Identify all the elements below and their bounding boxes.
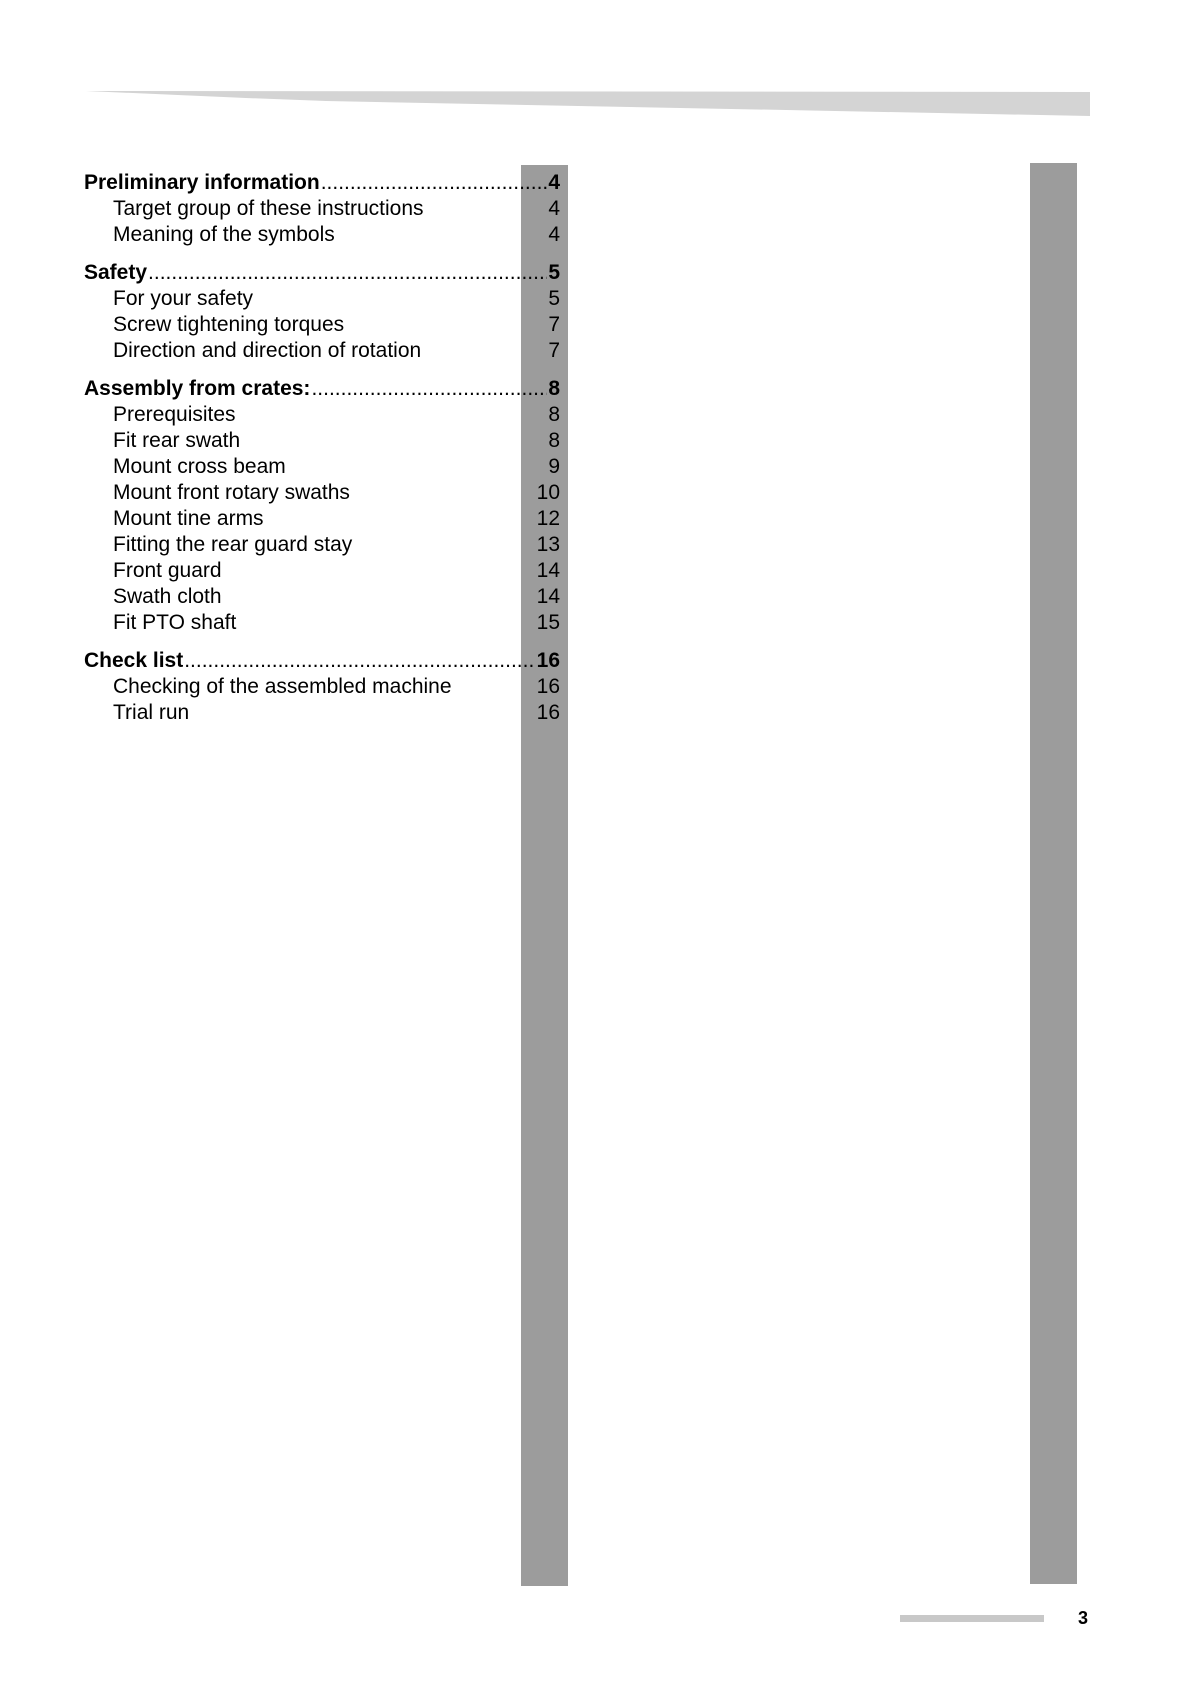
header-swoosh-decoration [86, 88, 1090, 116]
toc-heading-title: Check list [84, 649, 184, 672]
toc-section-preliminary-information [84, 170, 560, 248]
toc-entry-title: Fit rear swath [113, 429, 241, 452]
toc-entry-page: 13 [536, 533, 560, 556]
toc-entry[interactable] [84, 506, 560, 532]
toc-heading-title: Preliminary information [84, 171, 320, 194]
toc-entry-page: 9 [548, 455, 560, 478]
toc-entry-page: 4 [548, 197, 560, 220]
toc-section-check-list [84, 648, 560, 726]
toc-entry-page: 16 [536, 701, 560, 724]
toc-leader-dots [184, 648, 535, 674]
toc-entry-title: Screw tightening torques [113, 313, 345, 336]
toc-entry[interactable] [84, 402, 560, 428]
toc-entry-page: 14 [536, 559, 560, 582]
toc-leader-dots [311, 376, 547, 402]
page-number: 3 [1078, 1608, 1089, 1628]
toc-leader-dots [148, 260, 547, 286]
table-of-contents [84, 170, 560, 738]
toc-entry-page: 7 [548, 339, 560, 362]
toc-heading-page: 8 [548, 377, 560, 400]
toc-entry-page: 15 [536, 611, 560, 634]
toc-entry-title: Front guard [113, 559, 222, 582]
footer-decoration-bar [900, 1615, 1044, 1622]
toc-entry-page: 12 [536, 507, 560, 530]
toc-entry-title: Mount front rotary swaths [113, 481, 350, 504]
toc-entry-title: Swath cloth [113, 585, 222, 608]
toc-entry[interactable] [84, 532, 560, 558]
toc-heading[interactable] [84, 376, 560, 402]
toc-entry-title: Mount tine arms [113, 507, 264, 530]
toc-heading-page: 5 [548, 261, 560, 284]
toc-leader-dots [321, 170, 548, 196]
toc-entry-page: 8 [548, 403, 560, 426]
toc-entry-title: Meaning of the symbols [113, 223, 335, 246]
toc-entry[interactable] [84, 338, 560, 364]
toc-entry-title: Trial run [113, 701, 190, 724]
toc-entry[interactable] [84, 454, 560, 480]
toc-entry-page: 7 [548, 313, 560, 336]
toc-heading-page: 16 [536, 649, 560, 672]
toc-entry-page: 16 [536, 675, 560, 698]
toc-entry-title: Prerequisites [113, 403, 236, 426]
toc-entry[interactable] [84, 584, 560, 610]
right-margin-bar [1030, 163, 1077, 1584]
toc-entry[interactable] [84, 700, 560, 726]
toc-entry-title: Direction and direction of rotation [113, 339, 422, 362]
toc-entry-title: Checking of the assembled machine [113, 675, 452, 698]
toc-heading-title: Assembly from crates: [84, 377, 311, 400]
toc-entry-title: Fit PTO shaft [113, 611, 237, 634]
toc-heading[interactable] [84, 170, 560, 196]
toc-entry-title: Fitting the rear guard stay [113, 533, 353, 556]
toc-entry[interactable] [84, 674, 560, 700]
toc-heading-page: 4 [548, 171, 560, 194]
toc-entry[interactable] [84, 480, 560, 506]
toc-entry-page: 4 [548, 223, 560, 246]
toc-entry[interactable] [84, 558, 560, 584]
toc-entry[interactable] [84, 428, 560, 454]
toc-entry[interactable] [84, 286, 560, 312]
toc-entry-title: Mount cross beam [113, 455, 286, 478]
toc-heading[interactable] [84, 260, 560, 286]
toc-entry[interactable] [84, 196, 560, 222]
toc-section-assembly [84, 376, 560, 636]
toc-heading-title: Safety [84, 261, 148, 284]
toc-entry[interactable] [84, 312, 560, 338]
toc-entry-title: For your safety [113, 287, 254, 310]
toc-entry[interactable] [84, 610, 560, 636]
toc-entry-page: 8 [548, 429, 560, 452]
toc-section-safety [84, 260, 560, 364]
toc-entry-page: 10 [536, 481, 560, 504]
toc-entry-title: Target group of these instructions [113, 197, 424, 220]
toc-entry-page: 14 [536, 585, 560, 608]
toc-heading[interactable] [84, 648, 560, 674]
toc-entry-page: 5 [548, 287, 560, 310]
toc-entry[interactable] [84, 222, 560, 248]
